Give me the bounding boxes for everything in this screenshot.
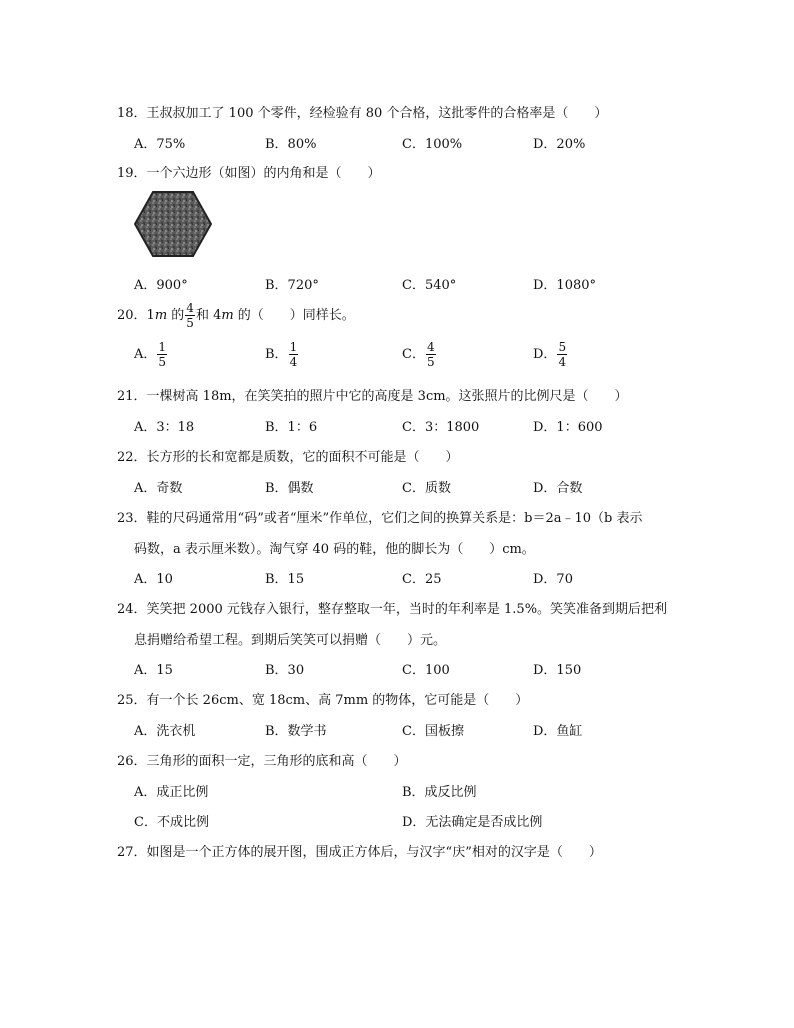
q26-option-b[interactable]: B．成反比例 (402, 785, 477, 800)
q23-option-a[interactable]: A．10 (134, 572, 173, 587)
fraction-denominator: 5 (426, 355, 435, 369)
q20-stem-mid: 的 (167, 308, 185, 323)
fraction-denominator: 5 (158, 355, 167, 369)
q21-option-a[interactable]: A．3：18 (134, 420, 195, 435)
question-26-stem: 26．三角形的面积一定，三角形的底和高（ ） (117, 754, 407, 769)
q22-option-b[interactable]: B．偶数 (265, 481, 314, 496)
q18-option-c[interactable]: C．100% (402, 137, 463, 152)
fraction-numerator: 1 (158, 340, 167, 354)
q26-option-c[interactable]: C．不成比例 (134, 815, 209, 830)
option-letter: C． (402, 347, 425, 362)
option-fraction (426, 341, 436, 368)
q20-option-d[interactable] (533, 341, 568, 368)
q26-option-d[interactable]: D．无法确定是否成比例 (402, 815, 543, 830)
q23-option-d[interactable]: D．70 (533, 572, 573, 587)
question-19-stem: 19．一个六边形（如图）的内角和是（ ） (117, 166, 381, 181)
q23-option-c[interactable]: C．25 (402, 572, 442, 587)
q19-option-c[interactable]: C．540° (402, 278, 457, 293)
option-letter: B． (265, 347, 288, 362)
q25-option-d[interactable]: D．鱼缸 (533, 724, 583, 739)
q18-option-d[interactable]: D．20% (533, 137, 586, 152)
fraction-denominator: 4 (558, 355, 567, 369)
option-letter: D． (533, 347, 557, 362)
q21-option-c[interactable]: C．3：1800 (402, 420, 480, 435)
hexagon-figure (134, 190, 212, 258)
q18-option-b[interactable]: B．80% (265, 137, 317, 152)
q22-option-a[interactable]: A．奇数 (134, 481, 183, 496)
q19-option-b[interactable]: B．720° (265, 278, 319, 293)
q20-stem-suffix: 的（ ）同样长。 (233, 308, 355, 323)
q24-option-a[interactable]: A．15 (134, 663, 173, 678)
question-18-stem: 18．王叔叔加工了 100 个零件，经检验有 80 个合格，这批零件的合格率是（ ） (117, 106, 608, 121)
q20-stem-prefix: 20．1 (117, 308, 155, 323)
q19-option-a[interactable]: A．900° (134, 278, 188, 293)
q24-option-b[interactable]: B．30 (265, 663, 305, 678)
q22-option-d[interactable]: D．合数 (533, 481, 583, 496)
question-20-stem (117, 302, 355, 329)
q26-option-a[interactable]: A．成正比例 (134, 785, 209, 800)
fraction-denominator: 4 (289, 355, 298, 369)
question-27-stem: 27．如图是一个正方体的展开图，围成正方体后，与汉字“庆”相对的汉字是（ ） (117, 845, 602, 860)
option-fraction (157, 341, 167, 368)
q19-option-d[interactable]: D．1080° (533, 278, 597, 293)
question-24-stem-line2: 息捐赠给希望工程。到期后笑笑可以捐赠（ ）元。 (134, 633, 447, 648)
q18-option-a[interactable]: A．75% (134, 137, 186, 152)
question-21-stem: 21．一棵树高 18m，在笑笑拍的照片中它的高度是 3cm。这张照片的比例尺是（ ） (117, 389, 628, 404)
q20-stem-after: 和 4 (195, 308, 222, 323)
q21-option-b[interactable]: B．1：6 (265, 420, 318, 435)
q24-option-d[interactable]: D．150 (533, 663, 582, 678)
question-24-stem-line1: 24．笑笑把 2000 元钱存入银行，整存整取一年，当时的年利率是 1.5%。笑笑准备到期后把利 (117, 602, 668, 617)
q20-unit-m2: m (221, 308, 234, 323)
q22-option-c[interactable]: C．质数 (402, 481, 451, 496)
q20-option-c[interactable] (402, 341, 437, 368)
fraction-numerator: 4 (426, 340, 435, 354)
q21-option-d[interactable]: D．1：600 (533, 420, 603, 435)
option-fraction (289, 341, 299, 368)
question-25-stem: 25．有一个长 26cm、宽 18cm、高 7mm 的物体，它可能是（ ） (117, 693, 529, 708)
option-letter: A． (134, 347, 157, 362)
question-22-stem: 22．长方形的长和宽都是质数，它的面积不可能是（ ） (117, 450, 459, 465)
fraction-numerator: 4 (186, 301, 194, 315)
q25-option-a[interactable]: A．洗衣机 (134, 724, 196, 739)
q25-option-c[interactable]: C．国板擦 (402, 724, 464, 739)
fraction-denominator: 5 (186, 316, 194, 330)
q20-unit-m: m (154, 308, 168, 323)
fraction-numerator: 1 (289, 340, 298, 354)
q25-option-b[interactable]: B．数学书 (265, 724, 327, 739)
q20-option-b[interactable] (265, 341, 299, 368)
q23-option-b[interactable]: B．15 (265, 572, 305, 587)
q24-option-c[interactable]: C．100 (402, 663, 450, 678)
question-23-stem-line1: 23．鞋的尺码通常用“码”或者“厘米”作单位，它们之间的换算关系是：b＝2a﹣10（b 表示 (117, 511, 643, 526)
fraction-numerator: 5 (558, 340, 567, 354)
question-23-stem-line2: 码数，a 表示厘米数）。淘气穿 40 码的鞋，他的脚长为（ ）cm。 (134, 542, 535, 557)
q20-fraction (185, 302, 195, 329)
option-fraction (557, 341, 567, 368)
q20-option-a[interactable] (134, 341, 168, 368)
